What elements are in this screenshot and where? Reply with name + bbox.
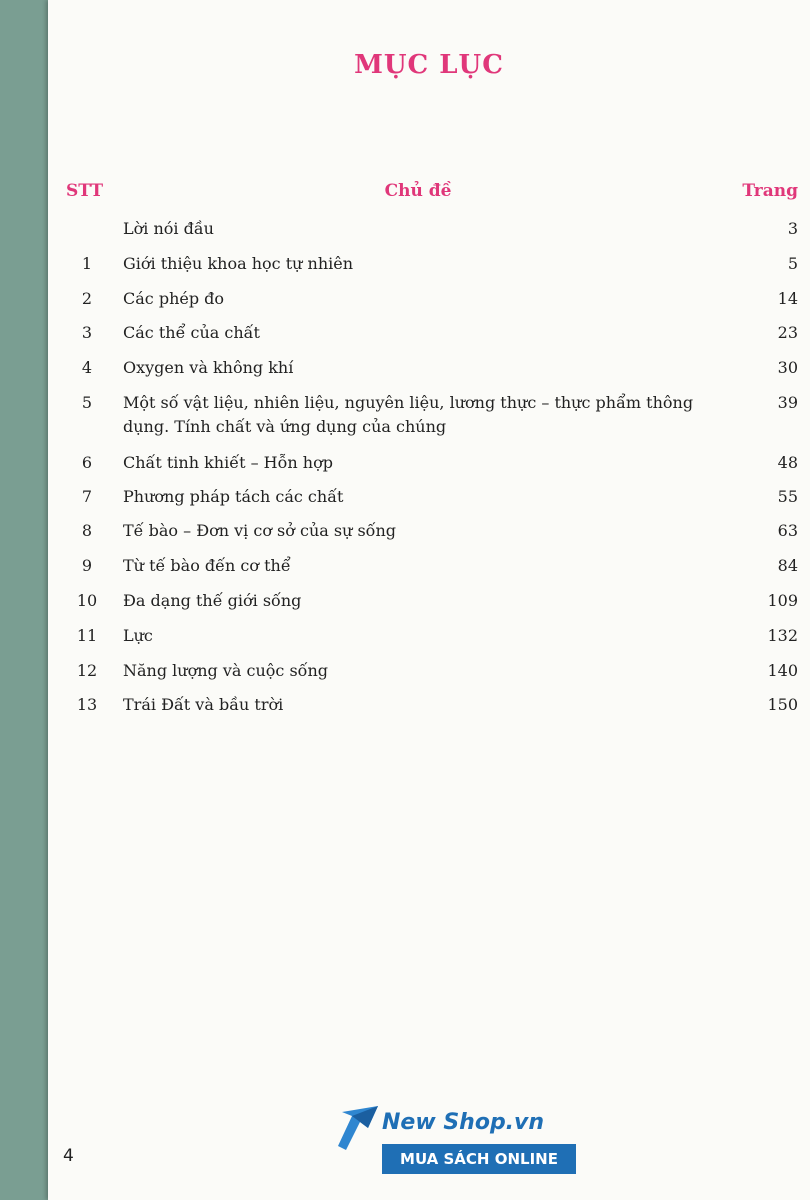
row-number: 4 [81,358,93,377]
logo-tagline: MUA SÁCH ONLINE [382,1144,576,1174]
row-page: 140 [767,661,798,680]
row-number: 12 [76,661,98,680]
row-number: 7 [81,487,93,506]
row-page: 39 [777,393,798,412]
row-number: 2 [81,289,93,308]
row-topic: Giới thiệu khoa học tự nhiên [123,254,354,273]
row-page: 132 [767,626,798,645]
row-topic: Lực [123,626,153,645]
row-topic: Các phép đo [123,289,225,308]
row-number: 8 [81,521,93,540]
row-number: 5 [81,393,93,412]
row-page: 84 [777,556,798,575]
header-page: Trang [742,181,798,201]
row-topic: Phương pháp tách các chất [123,487,344,506]
header-stt: STT [66,181,103,201]
row-number: 13 [76,695,98,714]
row-topic: Từ tế bào đến cơ thể [123,556,291,575]
row-topic: Một số vật liệu, nhiên liệu, nguyên liệu, lương thực – thực phẩm thông dụng. Tính chất và ứng dụng của chúng [123,393,694,436]
row-topic: Oxygen và không khí [123,358,294,377]
row-number: 6 [81,453,93,472]
newshop-logo [334,1098,580,1182]
row-number: 10 [76,591,98,610]
book-page [48,0,810,1200]
row-number: 11 [76,626,98,645]
row-topic: Trái Đất và bầu trời [123,695,284,714]
row-page: 48 [777,453,798,472]
row-topic: Đa dạng thế giới sống [123,591,302,610]
row-page: 109 [767,591,798,610]
row-page: 150 [767,695,798,714]
row-topic: Lời nói đầu [123,219,214,238]
header-topic: Chủ đề [384,181,452,201]
logo-brand: New Shop.vn [382,1110,545,1135]
row-topic: Tế bào – Đơn vị cơ sở của sự sống [123,521,397,540]
row-number: 1 [81,254,93,273]
row-page: 55 [777,487,798,506]
row-number: 3 [81,323,93,342]
row-page: 30 [777,358,798,377]
row-topic: Năng lượng và cuộc sống [123,661,329,680]
row-page: 3 [787,219,798,238]
arrow-logo-icon [338,1106,382,1154]
row-page: 14 [777,289,798,308]
row-page: 23 [777,323,798,342]
row-topic: Chất tinh khiết – Hỗn hợp [123,453,333,472]
row-number: 9 [81,556,93,575]
page-number: 4 [63,1146,74,1166]
row-page: 63 [777,521,798,540]
page-title: MỤC LỤC [354,50,504,80]
row-topic: Các thể của chất [123,323,260,342]
row-page: 5 [787,254,798,273]
